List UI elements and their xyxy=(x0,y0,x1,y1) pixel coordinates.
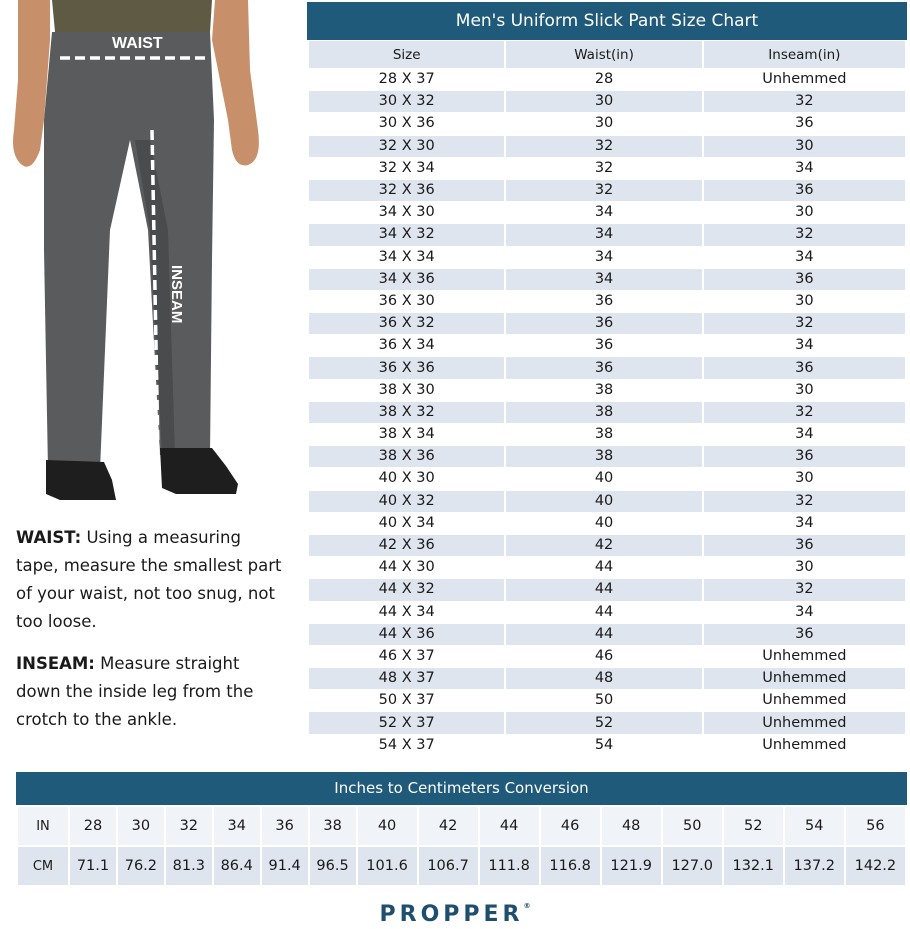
table-row xyxy=(309,602,905,623)
cm-cell: 127.0 xyxy=(663,847,722,885)
right-boot xyxy=(160,448,238,494)
inches-cell: 30 xyxy=(118,807,164,845)
size-chart-table xyxy=(307,40,907,757)
table-row xyxy=(309,269,905,290)
inseam-cell: 32 xyxy=(704,579,905,600)
table-row xyxy=(309,136,905,157)
table-row xyxy=(309,712,905,733)
waist-cell: 46 xyxy=(506,646,701,667)
waist-cell: 42 xyxy=(506,535,701,556)
table-row xyxy=(309,380,905,401)
inseam-cell: Unhemmed xyxy=(704,690,905,711)
inseam-text: Measure straight down the inside leg from the crotch to the ankle. xyxy=(16,654,254,729)
size-cell: 36 X 32 xyxy=(309,313,504,334)
table-row xyxy=(309,624,905,645)
table-row xyxy=(309,535,905,556)
waist-cell: 38 xyxy=(506,402,701,423)
inseam-cell: 30 xyxy=(704,291,905,312)
size-cell: 38 X 36 xyxy=(309,446,504,467)
table-row xyxy=(309,646,905,667)
size-cell: 38 X 32 xyxy=(309,402,504,423)
inseam-cell: 32 xyxy=(704,402,905,423)
conversion-chart xyxy=(16,772,907,887)
cm-cell: 132.1 xyxy=(724,847,783,885)
inseam-cell: 36 xyxy=(704,269,905,290)
size-cell: 34 X 34 xyxy=(309,247,504,268)
cm-cell: 86.4 xyxy=(214,847,260,885)
table-row xyxy=(309,224,905,245)
inseam-cell: 32 xyxy=(704,313,905,334)
size-cell: 52 X 37 xyxy=(309,712,504,733)
table-row xyxy=(309,291,905,312)
table-row xyxy=(309,335,905,356)
cm-cell: 96.5 xyxy=(310,847,356,885)
size-cell: 28 X 37 xyxy=(309,69,504,90)
table-row xyxy=(309,446,905,467)
cm-cell: 91.4 xyxy=(262,847,308,885)
size-cell: 34 X 30 xyxy=(309,202,504,223)
waist-cell: 44 xyxy=(506,602,701,623)
table-row xyxy=(309,91,905,112)
waist-cell: 36 xyxy=(506,313,701,334)
header-inseam: Inseam(in) xyxy=(704,41,905,68)
waist-cell: 32 xyxy=(506,158,701,179)
inseam-instruction xyxy=(16,650,286,734)
logo-text: PROPPER xyxy=(379,902,524,927)
inches-cell: 56 xyxy=(846,807,905,845)
cm-cell: 116.8 xyxy=(541,847,600,885)
waist-cell: 52 xyxy=(506,712,701,733)
inches-cell: 50 xyxy=(663,807,722,845)
inseam-cell: 36 xyxy=(704,446,905,467)
size-cell: 40 X 30 xyxy=(309,468,504,489)
inches-cell: 46 xyxy=(541,807,600,845)
cm-row xyxy=(18,847,905,885)
waist-cell: 32 xyxy=(506,136,701,157)
inseam-cell: 34 xyxy=(704,602,905,623)
size-chart xyxy=(307,2,907,757)
inseam-cell: 36 xyxy=(704,180,905,201)
cm-row-label: CM xyxy=(18,847,68,885)
inches-row xyxy=(18,807,905,845)
inseam-cell: 34 xyxy=(704,247,905,268)
waist-cell: 44 xyxy=(506,557,701,578)
inseam-cell: 30 xyxy=(704,557,905,578)
inches-cell: 42 xyxy=(419,807,478,845)
size-cell: 44 X 30 xyxy=(309,557,504,578)
waist-label: WAIST xyxy=(112,35,163,52)
inseam-cell: 34 xyxy=(704,335,905,356)
table-row xyxy=(309,357,905,378)
size-cell: 50 X 37 xyxy=(309,690,504,711)
inches-cell: 38 xyxy=(310,807,356,845)
size-cell: 32 X 34 xyxy=(309,158,504,179)
cm-cell: 101.6 xyxy=(358,847,417,885)
size-cell: 30 X 32 xyxy=(309,91,504,112)
inches-cell: 40 xyxy=(358,807,417,845)
size-cell: 44 X 34 xyxy=(309,602,504,623)
table-row xyxy=(309,113,905,134)
inseam-term: INSEAM: xyxy=(16,654,95,673)
table-row xyxy=(309,180,905,201)
table-row xyxy=(309,202,905,223)
inches-cell: 36 xyxy=(262,807,308,845)
conversion-table xyxy=(16,805,907,887)
size-chart-header-row xyxy=(309,41,905,68)
table-row xyxy=(309,468,905,489)
size-cell: 36 X 30 xyxy=(309,291,504,312)
size-cell: 44 X 36 xyxy=(309,624,504,645)
cm-cell: 81.3 xyxy=(166,847,212,885)
cm-cell: 106.7 xyxy=(419,847,478,885)
pants xyxy=(44,32,214,470)
size-cell: 54 X 37 xyxy=(309,735,504,756)
waist-cell: 54 xyxy=(506,735,701,756)
size-chart-body xyxy=(309,69,905,756)
pants-illustration xyxy=(0,0,300,510)
size-cell: 40 X 32 xyxy=(309,491,504,512)
waist-cell: 38 xyxy=(506,380,701,401)
size-cell: 32 X 36 xyxy=(309,180,504,201)
table-row xyxy=(309,491,905,512)
waist-cell: 38 xyxy=(506,424,701,445)
header-waist: Waist(in) xyxy=(506,41,701,68)
cm-cell: 121.9 xyxy=(602,847,661,885)
shirt xyxy=(52,0,212,32)
size-cell: 44 X 32 xyxy=(309,579,504,600)
cm-cell: 71.1 xyxy=(70,847,116,885)
table-row xyxy=(309,668,905,689)
inseam-cell: Unhemmed xyxy=(704,69,905,90)
size-cell: 34 X 32 xyxy=(309,224,504,245)
right-arm xyxy=(212,0,259,165)
table-row xyxy=(309,69,905,90)
cm-cell: 76.2 xyxy=(118,847,164,885)
waist-text: Using a measuring tape, measure the smallest part of your waist, not too snug, not too loose. xyxy=(16,528,282,631)
size-cell: 30 X 36 xyxy=(309,113,504,134)
table-row xyxy=(309,424,905,445)
waist-cell: 34 xyxy=(506,202,701,223)
size-cell: 46 X 37 xyxy=(309,646,504,667)
logo-mark: ® xyxy=(523,902,531,910)
inseam-cell: 32 xyxy=(704,91,905,112)
size-cell: 36 X 36 xyxy=(309,357,504,378)
inches-row-label: IN xyxy=(18,807,68,845)
inseam-cell: 34 xyxy=(704,424,905,445)
waist-cell: 50 xyxy=(506,690,701,711)
inseam-cell: Unhemmed xyxy=(704,646,905,667)
waist-cell: 34 xyxy=(506,224,701,245)
size-cell: 38 X 30 xyxy=(309,380,504,401)
inches-cell: 32 xyxy=(166,807,212,845)
size-chart-title: Men's Uniform Slick Pant Size Chart xyxy=(307,2,907,40)
inseam-cell: 30 xyxy=(704,136,905,157)
waist-cell: 34 xyxy=(506,247,701,268)
table-row xyxy=(309,402,905,423)
size-cell: 38 X 34 xyxy=(309,424,504,445)
table-row xyxy=(309,735,905,756)
waist-cell: 36 xyxy=(506,291,701,312)
inseam-cell: 32 xyxy=(704,224,905,245)
waist-cell: 36 xyxy=(506,335,701,356)
waist-cell: 36 xyxy=(506,357,701,378)
waist-cell: 40 xyxy=(506,468,701,489)
inseam-cell: 36 xyxy=(704,624,905,645)
waist-cell: 34 xyxy=(506,269,701,290)
inseam-cell: 30 xyxy=(704,202,905,223)
waist-cell: 38 xyxy=(506,446,701,467)
waist-cell: 28 xyxy=(506,69,701,90)
inseam-cell: 34 xyxy=(704,158,905,179)
waist-term: WAIST: xyxy=(16,528,82,547)
waist-cell: 44 xyxy=(506,624,701,645)
size-cell: 42 X 36 xyxy=(309,535,504,556)
waist-instruction xyxy=(16,524,286,636)
inseam-cell: Unhemmed xyxy=(704,668,905,689)
inseam-cell: Unhemmed xyxy=(704,712,905,733)
size-cell: 48 X 37 xyxy=(309,668,504,689)
cm-cell: 111.8 xyxy=(480,847,539,885)
table-row xyxy=(309,313,905,334)
inseam-cell: 32 xyxy=(704,491,905,512)
inseam-label: INSEAM xyxy=(168,265,185,324)
waist-cell: 40 xyxy=(506,513,701,534)
waist-cell: 32 xyxy=(506,180,701,201)
inseam-cell: 36 xyxy=(704,357,905,378)
inseam-cell: Unhemmed xyxy=(704,735,905,756)
propper-logo xyxy=(0,902,910,927)
table-row xyxy=(309,247,905,268)
inches-cell: 44 xyxy=(480,807,539,845)
size-cell: 32 X 30 xyxy=(309,136,504,157)
waist-cell: 48 xyxy=(506,668,701,689)
cm-cell: 137.2 xyxy=(785,847,844,885)
table-row xyxy=(309,557,905,578)
cm-cell: 142.2 xyxy=(846,847,905,885)
inseam-cell: 30 xyxy=(704,380,905,401)
inseam-cell: 36 xyxy=(704,113,905,134)
table-row xyxy=(309,579,905,600)
size-cell: 40 X 34 xyxy=(309,513,504,534)
inches-cell: 28 xyxy=(70,807,116,845)
waist-cell: 44 xyxy=(506,579,701,600)
size-cell: 34 X 36 xyxy=(309,269,504,290)
table-row xyxy=(309,690,905,711)
inseam-cell: 30 xyxy=(704,468,905,489)
inches-cell: 54 xyxy=(785,807,844,845)
left-boot xyxy=(46,460,116,500)
size-cell: 36 X 34 xyxy=(309,335,504,356)
inseam-cell: 34 xyxy=(704,513,905,534)
table-row xyxy=(309,513,905,534)
waist-cell: 30 xyxy=(506,113,701,134)
header-size: Size xyxy=(309,41,504,68)
inseam-cell: 36 xyxy=(704,535,905,556)
waist-cell: 40 xyxy=(506,491,701,512)
conversion-title: Inches to Centimeters Conversion xyxy=(16,772,907,805)
inches-cell: 34 xyxy=(214,807,260,845)
table-row xyxy=(309,158,905,179)
inches-cell: 48 xyxy=(602,807,661,845)
inches-cell: 52 xyxy=(724,807,783,845)
waist-cell: 30 xyxy=(506,91,701,112)
